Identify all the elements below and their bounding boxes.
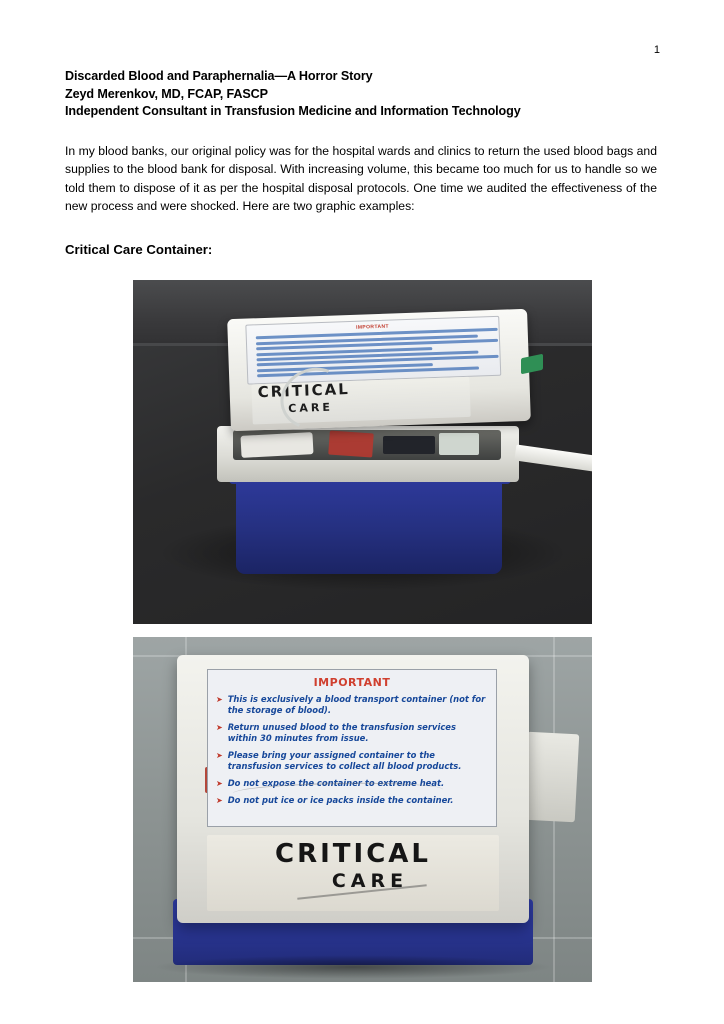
figure-container-notice-photo <box>133 637 592 982</box>
handwritten-tape-label <box>207 835 499 911</box>
document-title: Discarded Blood and Paraphernalia—A Horror Story <box>65 69 373 83</box>
container-handle <box>523 732 580 823</box>
notice-card <box>207 669 497 827</box>
notice-bullet-text: Return unused blood to the transfusion services within 30 minutes from issue. <box>227 722 456 743</box>
document-content <box>65 68 657 257</box>
arrow-bullet-icon: ➤ <box>216 751 223 760</box>
notice-bullet-text: Please bring your assigned container to the transfusion services to collect all blood products. <box>227 750 462 771</box>
tray-contents <box>233 430 501 460</box>
title-block <box>65 68 657 121</box>
photo-shadow <box>153 955 553 979</box>
author-affiliation: Independent Consultant in Transfusion Medicine and Information Technology <box>65 104 521 118</box>
lid-notice-card <box>245 316 501 385</box>
arrow-bullet-icon: ➤ <box>216 695 223 704</box>
contents-dark-item <box>383 436 435 454</box>
lid-handwritten-line-2: CARE <box>288 400 334 416</box>
contents-red-item <box>328 430 374 457</box>
contents-pale-item <box>439 433 479 455</box>
container-front-panel <box>177 655 529 923</box>
green-tag <box>521 354 543 375</box>
figure-critical-care-container-photo <box>133 280 592 624</box>
handwritten-line-2: CARE <box>331 870 409 892</box>
container-lid <box>227 309 531 431</box>
page-number: 1 <box>653 44 660 56</box>
notice-bullet <box>216 750 488 772</box>
arrow-bullet-icon: ➤ <box>216 723 223 732</box>
author-line: Zeyd Merenkov, MD, FCAP, FASCP <box>65 86 268 101</box>
notice-bullet-text: This is exclusively a blood transport container (not for the storage of blood). <box>227 694 486 715</box>
white-strap <box>514 445 592 472</box>
section-heading: Critical Care Container: <box>65 241 213 257</box>
notice-bullet-text: Do not expose the container to extreme heat. <box>227 778 445 788</box>
lid-notice-title: IMPORTANT <box>355 323 390 331</box>
handwritten-line-1: CRITICAL <box>275 839 431 869</box>
lid-handwritten-line-1: CRITICAL <box>257 380 351 402</box>
contents-white-item <box>240 432 313 458</box>
arrow-bullet-icon: ➤ <box>216 796 223 805</box>
notice-bullet-text: Do not put ice or ice packs inside the container. <box>227 795 454 805</box>
arrow-bullet-icon: ➤ <box>216 779 223 788</box>
notice-bullet <box>216 694 488 716</box>
intro-paragraph: In my blood banks, our original policy was for the hospital wards and clinics to return the used blood bags and supplies to the blood bank for disposal. With increasing volume, this became too much for us to handle so we told them to dispose of it as per the hospital disposal protocols. One time we audited the effectiveness of the new process and were shocked. Here are two graphic examples: <box>65 143 657 213</box>
notice-title: IMPORTANT <box>313 676 391 689</box>
blue-cooler-base <box>236 476 502 574</box>
notice-bullet <box>216 722 488 744</box>
